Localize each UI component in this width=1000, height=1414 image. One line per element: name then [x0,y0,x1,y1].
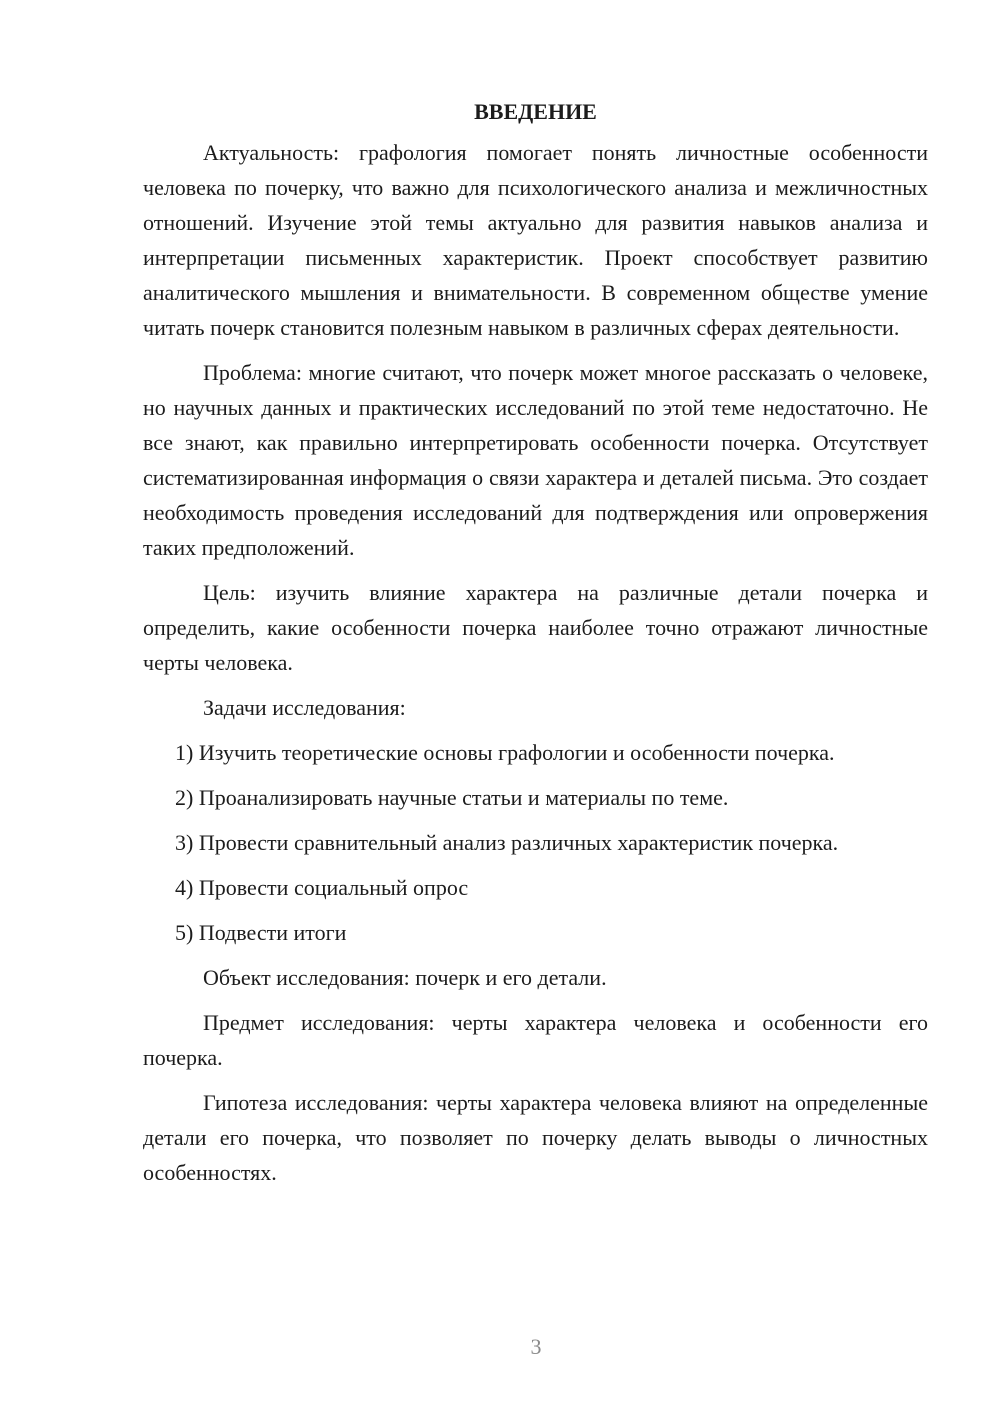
page-number: 3 [530,1334,542,1359]
tasks-heading: Задачи исследования: [203,695,406,720]
object-paragraph: Объект исследования: почерк и его детали. [203,965,607,990]
document-page [143,94,928,1200]
tasks-list [143,735,928,950]
document-title: ВВЕДЕНИЕ [474,99,597,124]
goal-paragraph: Цель: изучить влияние характера на различные детали почерка и определить, какие особенности почерка наиболее точно отражают личностные черты человека. [143,580,928,675]
subject-paragraph: Предмет исследования: черты характера человека и особенности его почерка. [143,1010,928,1070]
list-item: 2) Проанализировать научные статьи и материалы по теме. [175,785,729,810]
list-item: 1) Изучить теоретические основы графологии и особенности почерка. [175,740,835,765]
list-item: 3) Провести сравнительный анализ различных характеристик почерка. [175,830,839,855]
list-item: 4) Провести социальный опрос [175,875,469,900]
list-item: 5) Подвести итоги [175,920,347,945]
problem-paragraph: Проблема: многие считают, что почерк может многое рассказать о человеке, но научных данных и практических исследований по этой теме недостаточно. Не все знают, как правильно интерпретировать особенности почерка. Отсутствует систематизированная информация о связи характера и деталей письма. Это создает необходимость проведения исследований для подтверждения или опровержения таких предположений. [143,360,928,560]
hypothesis-paragraph: Гипотеза исследования: черты характера человека влияют на определенные детали его почерка, что позволяет по почерку делать выводы о личностных особенностях. [143,1090,928,1185]
relevance-paragraph: Актуальность: графология помогает понять личностные особенности человека по почерку, что важно для психологического анализа и межличностных отношений. Изучение этой темы актуально для развития навыков анализа и интерпретации письменных характеристик. Проект способствует развитию аналитического мышления и внимательности. В современном обществе умение читать почерк становится полезным навыком в различных сферах деятельности. [143,140,928,340]
